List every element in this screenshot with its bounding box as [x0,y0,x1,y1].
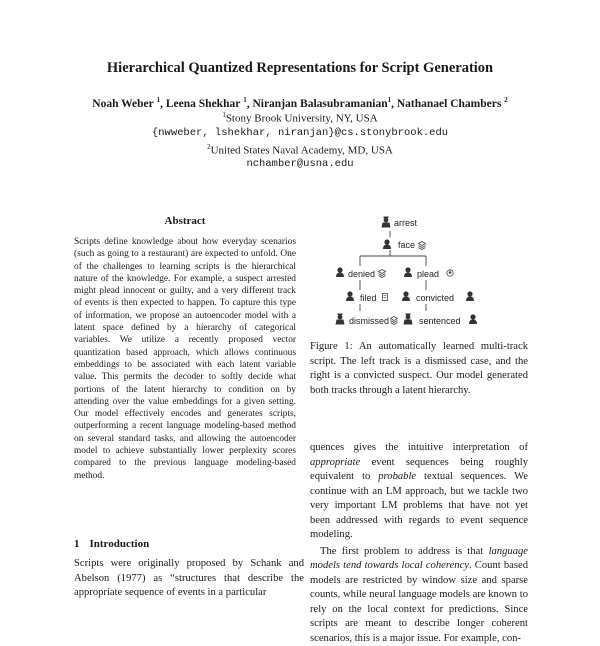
layers-icon [419,242,426,250]
svg-text:sentenced: sentenced [419,316,461,326]
node-convicted [402,291,474,303]
author-list: Noah Weber $^1$, Leena Shekhar $^1$, Niranjan Balasubramanian$^1$, Nathanael Chambers $^2$ [0,96,600,110]
author-name: Nathanael Chambers [397,98,501,110]
judge-icon [382,217,391,228]
node-arrest [382,217,418,229]
script-tree-diagram [330,210,510,335]
svg-text:plead: plead [417,269,439,279]
document-icon [383,294,388,301]
node-denied [336,267,386,279]
svg-text:face: face [398,240,415,250]
person-icon [346,291,354,301]
abstract-body: Scripts define knowledge about how everyday scenarios (such as going to a restaurant) are expected to unfold. One of the challenges to learning scripts is the hierarchical nature of the knowledge. For example, a suspect arrested might plead innocent or guilty, and a very different track of events is then expected to happen. To capture this type of information, we propose an autoencoder model with a latent space defined by a hierarchy of categorical variables. We utilize a recently proposed vector quantization based approach, which allows continuous embeddings to be associated with each latent variable value. This permits the decoder to softly decide what portions of the latent hierarchy to condition on by attending over the value embeddings for a given setting. Our model effectively encodes and generates scripts, outperforming a recent language modeling-based method on several standard tasks, and allowing the autoencoder model to achieve substantially lower perplexity scores compared to the previous language modeling-based method. [74,236,296,482]
affiliation-2: $^2$United States Naval Academy, MD, USA [0,143,600,157]
author-affiliation-mark: 2 [504,96,508,104]
layers-icon [379,270,386,278]
person-icon [383,239,391,249]
person-icon [402,291,410,301]
person-icon [404,267,412,277]
paragraph: The first problem to address is that language models tend towards local coherency. Count based models are restricted by window size and sparse counts, while neural language models are known to rely on the local context for predictions. Since scripts are meant to describe longer coherent scenarios, this is a major issue. For example, con- [310,545,528,646]
microphone-icon [447,270,453,276]
author-affiliation-mark: 1 [243,96,247,104]
judge-icon [404,314,413,325]
email-2: nchamber@usna.edu [0,158,600,170]
figure-1-caption: Figure 1: An automatically learned multi-track script. The left track is a dismissed case, and the right is a convicted suspect. Our model generated both tracks through a latent hierarchy. [310,340,528,398]
node-filed [346,291,388,303]
abstract-heading: Abstract [60,215,310,227]
layers-icon [391,317,398,325]
author-name: Leena Shekhar [166,98,240,110]
node-plead [404,267,453,279]
svg-text:arrest: arrest [394,218,418,228]
person-icon [469,314,477,324]
author-affiliation-mark: 1 [157,96,161,104]
affiliation-1: $^1$Stony Brook University, NY, USA [0,111,600,125]
svg-text:filed: filed [360,293,377,303]
section-number: 1 [74,538,80,550]
person-icon [336,267,344,277]
svg-text:denied: denied [348,269,375,279]
judge-icon [336,314,345,325]
paper-title: Hierarchical Quantized Representations for Script Generation [0,60,600,77]
paragraph: quences gives the intuitive interpretation of appropriate event sequences being roughly equivalent to probable textual sequences. We continue with an LM approach, but we tackle two very important LM problems that have not yet been addressed with regards to event sequence modeling. [310,441,528,543]
person-icon [466,291,474,301]
author-name: Niranjan Balasubramanian [252,98,387,110]
node-sentenced [404,314,478,327]
svg-text:dismissed: dismissed [349,316,389,326]
author-affiliation-mark: 1 [388,96,392,104]
node-face [383,239,426,250]
svg-text:convicted: convicted [416,293,454,303]
node-dismissed [336,314,398,327]
section-heading-introduction [74,538,149,550]
email-1: {nwweber, lshekhar, niranjan}@cs.stonybrook.edu [0,127,600,139]
introduction-body: Scripts were originally proposed by Schank and Abelson (1977) as “structures that describe the appropriate sequence of events in a particular [74,557,304,601]
figure-1 [330,210,510,335]
section-title: Introduction [90,538,150,550]
author-name: Noah Weber [92,98,153,110]
right-column-body [310,441,528,646]
